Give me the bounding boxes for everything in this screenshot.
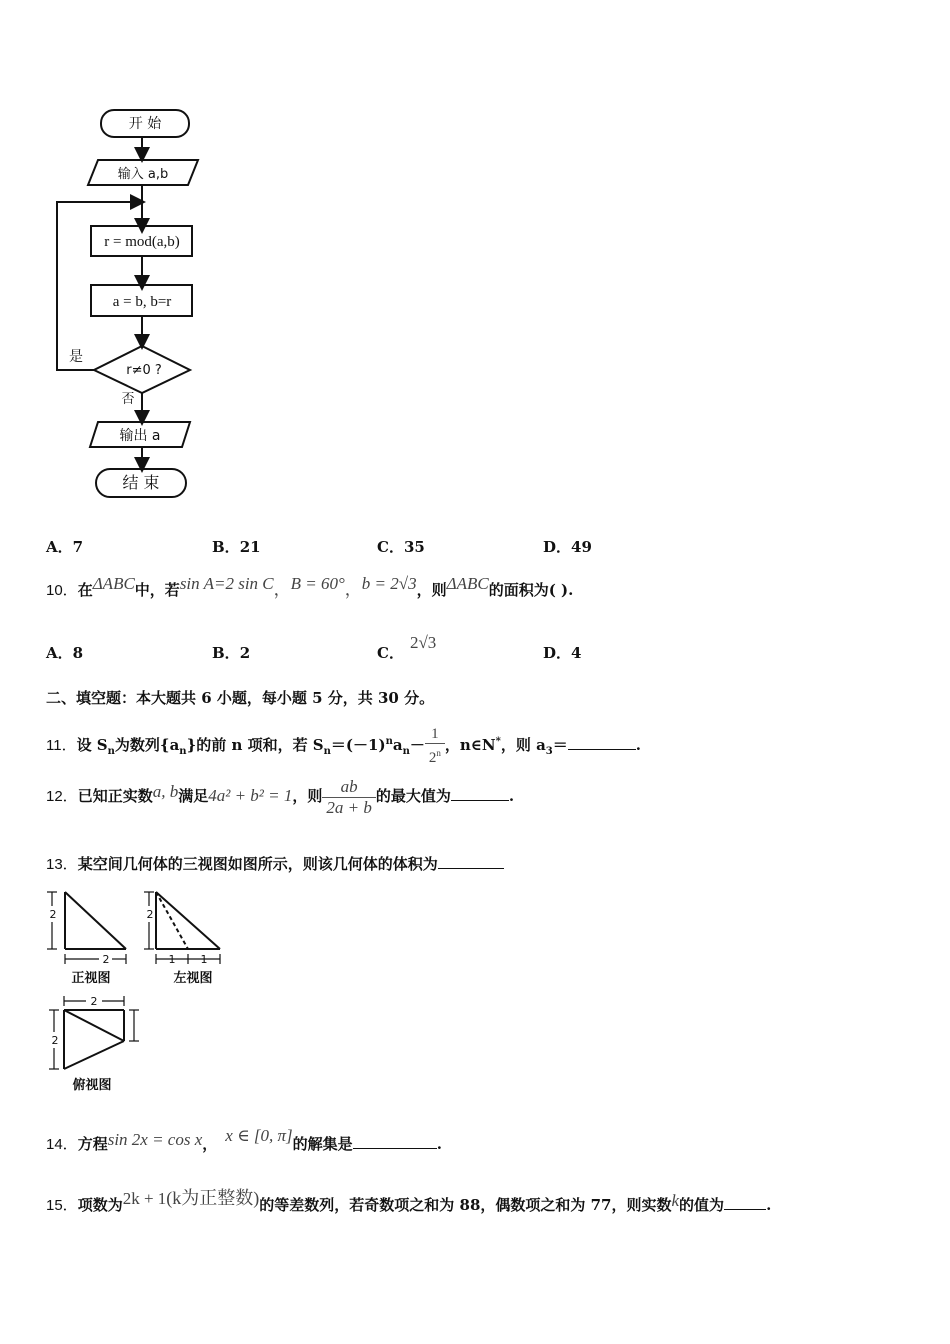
- output-label: 输出 a: [119, 428, 161, 444]
- front-view-label: 正视图: [71, 971, 111, 986]
- mod-label: r = mod(a,b): [104, 234, 180, 250]
- start-label: 开 始: [128, 116, 162, 132]
- top-view: [64, 1010, 124, 1069]
- flowchart: [50, 100, 210, 510]
- decision-label: r≠0 ?: [126, 363, 162, 378]
- side-height-dim: 2: [146, 908, 154, 921]
- top-height-dim: 2: [51, 1034, 59, 1047]
- question-12: 12．已知正实数a, b满足4a² + b² = 1，则 $\frac{ab}{2a + b}$ 的最大值为 .: [46, 776, 515, 817]
- top-view-label: 俯视图: [72, 1078, 112, 1093]
- q9-option-c: C．35: [377, 538, 425, 556]
- end-label: 结 束: [122, 473, 160, 492]
- yes-label: 是: [69, 349, 83, 365]
- q10-option-b: B．2: [212, 644, 251, 662]
- q9-option-b: B．21: [212, 538, 261, 556]
- q10-option-a: A．8: [46, 644, 84, 662]
- input-label: 输入 a,b: [117, 167, 169, 182]
- answer-blank[interactable]: [353, 1134, 437, 1149]
- q10-option-c: C．2√3: [377, 633, 437, 662]
- answer-blank[interactable]: [438, 854, 504, 869]
- question-14: 14．方程sin 2x = cos x， x ∈ [0, π]的解集是 .: [46, 1126, 442, 1153]
- side-view-label: 左视图: [173, 971, 213, 986]
- fraction-ab-over-2a-plus-b: $\frac{ab}{2a + b}$: [322, 777, 375, 818]
- question-13: 13．某空间几何体的三视图如图所示，则该几何体的体积为: [46, 854, 504, 875]
- question-10: 10．在ΔABC中，若sin A=2 sin C，B = 60°，b = 2√3，则ΔABC的面积为( ).: [46, 574, 574, 599]
- q10-option-d: D．4: [543, 644, 582, 662]
- q9-option-d: D．49: [543, 538, 592, 556]
- assign-label: a = b, b=r: [112, 294, 172, 310]
- q9-option-a: A．7: [46, 538, 84, 556]
- triangle-symbol: ΔABC: [92, 574, 135, 593]
- answer-blank[interactable]: [568, 735, 636, 750]
- fraction-one-over-two-pow-n: $\frac{1}{2^n}$: [425, 725, 445, 767]
- side-width-dim-right: 1: [200, 953, 208, 966]
- answer-blank[interactable]: [451, 786, 509, 801]
- front-dimensions: [47, 892, 126, 964]
- answer-blank[interactable]: [724, 1195, 766, 1210]
- section-2-heading: 二、填空题：本大题共 6 小题，每小题 5 分，共 30 分。: [46, 689, 435, 707]
- question-11: 11．设 $S_n$为数列$\{a_n\}$的前 n 项和，若 $S_n=(-1)^na_n-$ $\frac{1}{2^n}$ ，n∈N*，则 $a_3=$ .: [46, 726, 642, 766]
- front-height-dim: 2: [49, 908, 57, 921]
- no-label: 否: [121, 392, 135, 407]
- side-view: [156, 892, 220, 949]
- side-width-dim-left: 1: [168, 953, 176, 966]
- question-15: 15．项数为2k + 1(k为正整数)的等差数列，若奇数项之和为 88，偶数项之和为 77，则实数k的值为 .: [46, 1188, 772, 1214]
- three-views-figure: [44, 886, 234, 1096]
- top-width-dim: 2: [90, 995, 98, 1008]
- front-view: [65, 892, 126, 949]
- triangle-symbol: ΔABC: [446, 574, 489, 593]
- front-width-dim: 2: [102, 953, 110, 966]
